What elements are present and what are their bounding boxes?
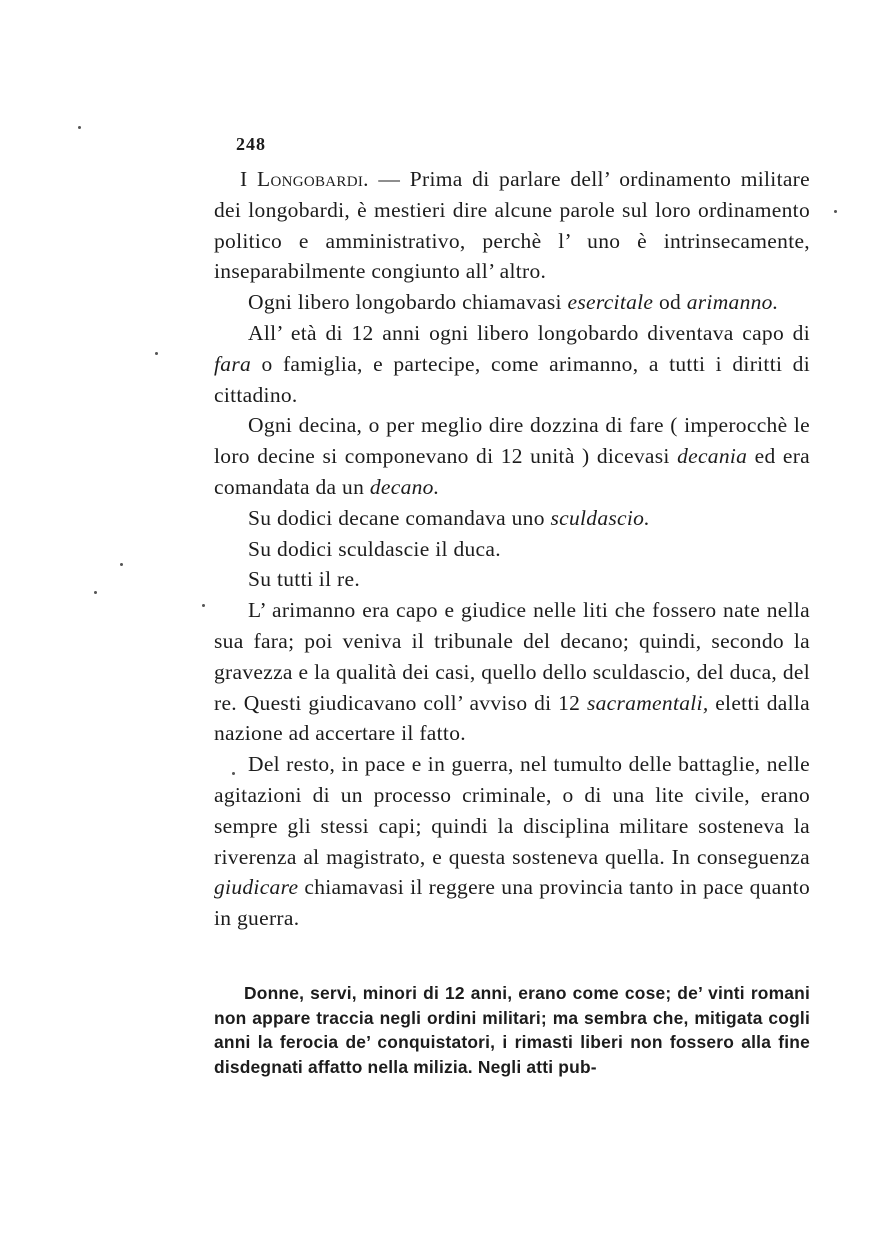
print-speck: [120, 563, 123, 566]
emphasis-term: arimanno.: [686, 290, 779, 315]
paragraph-decina: [214, 410, 810, 502]
paragraph-arimanno: [214, 595, 810, 749]
emphasis-term: fara: [214, 351, 252, 376]
paragraph-eta: [214, 318, 810, 410]
paragraph-text: chiamavasi il reggere una provincia tanto in pace quanto in guerra.: [214, 875, 810, 931]
paragraph-lead: I: [240, 167, 258, 191]
emphasis-term: esercitale: [567, 290, 654, 315]
paragraph-text: Del resto, in pace e in guerra, nel tumulto delle battaglie, nelle agitazioni di un processo criminale, o di una lite civile, erano sempre gli stessi capi; quindi la disciplina militare sosteneva la riverenza al magistrato, e questa sosteneva quella. In conseguenza: [214, 752, 810, 869]
paragraph-sculdascie: Su dodici sculdascie il duca.: [248, 536, 501, 561]
emphasis-term: sacramentali,: [586, 690, 709, 715]
footnote-block: [214, 981, 810, 1079]
emphasis-term: giudicare: [214, 875, 299, 900]
paragraph-text: Su dodici decane comandava uno: [248, 505, 551, 530]
print-speck: [94, 591, 97, 594]
emphasis-term: sculdascio.: [550, 505, 650, 530]
paragraph-ordinamento: [214, 164, 810, 287]
paragraph-text: eletti dalla nazione ad accertare il fatto.: [214, 690, 810, 746]
paragraph-text: All’ età di 12 anni ogni libero longobardo diventava capo di: [248, 320, 810, 345]
paragraph-decane: [214, 503, 810, 534]
print-speck: [78, 126, 81, 129]
emphasis-term: decania: [677, 444, 748, 469]
paragraph-esercitale: [214, 287, 810, 318]
paragraph-resto: [214, 749, 810, 934]
paragraph-text: Ogni decina, o per meglio dire dozzina di fare ( imperocchè le loro decine si componevano di 12 unità ) dicevasi: [214, 413, 810, 469]
main-text: [214, 164, 810, 934]
paragraph-text: L’ arimanno era capo e giudice nelle liti che fossero nate nella sua fara; poi veniva il tribunale del decano; quindi, secondo la gravezza e la qualità dei casi, quello dello sculdascio, del duca, del re. Questi giudicavano coll’ avviso di 12: [214, 598, 810, 715]
paragraph-text: ed era comandata da un: [214, 444, 810, 499]
paragraph-text: — Prima di parlare dell’ ordinamento militare dei longobardi, è mestieri dire alcune parole sul loro ordinamento politico e amministrativo, perchè l’ uno è intrinsecamente, inseparabilmente congiunto all’ altro.: [214, 167, 810, 284]
emphasis-term: decano.: [369, 474, 440, 499]
paragraph-text: od: [653, 290, 687, 315]
paragraph-re: Su tutti il re.: [248, 567, 360, 592]
paragraph-text: Ogni libero longobardo chiamavasi: [248, 290, 568, 315]
print-speck: [834, 210, 837, 213]
page-number: 248: [236, 134, 266, 154]
section-heading: Longobardi.: [257, 167, 369, 191]
paragraph-text: o famiglia, e partecipe, come arimanno, a tutti i diritti di cittadino.: [214, 351, 810, 407]
print-speck: [202, 604, 205, 607]
footnote-text: Donne, servi, minori di 12 anni, erano come cose; de’ vinti romani non appare traccia negli ordini militari; ma sembra che, mitigata cogli anni la ferocia de’ conquistatori, i rimasti liberi non fossero alla fine disdegnati affatto nella milizia. Negli atti pub-: [214, 983, 810, 1077]
print-speck: [155, 352, 158, 355]
